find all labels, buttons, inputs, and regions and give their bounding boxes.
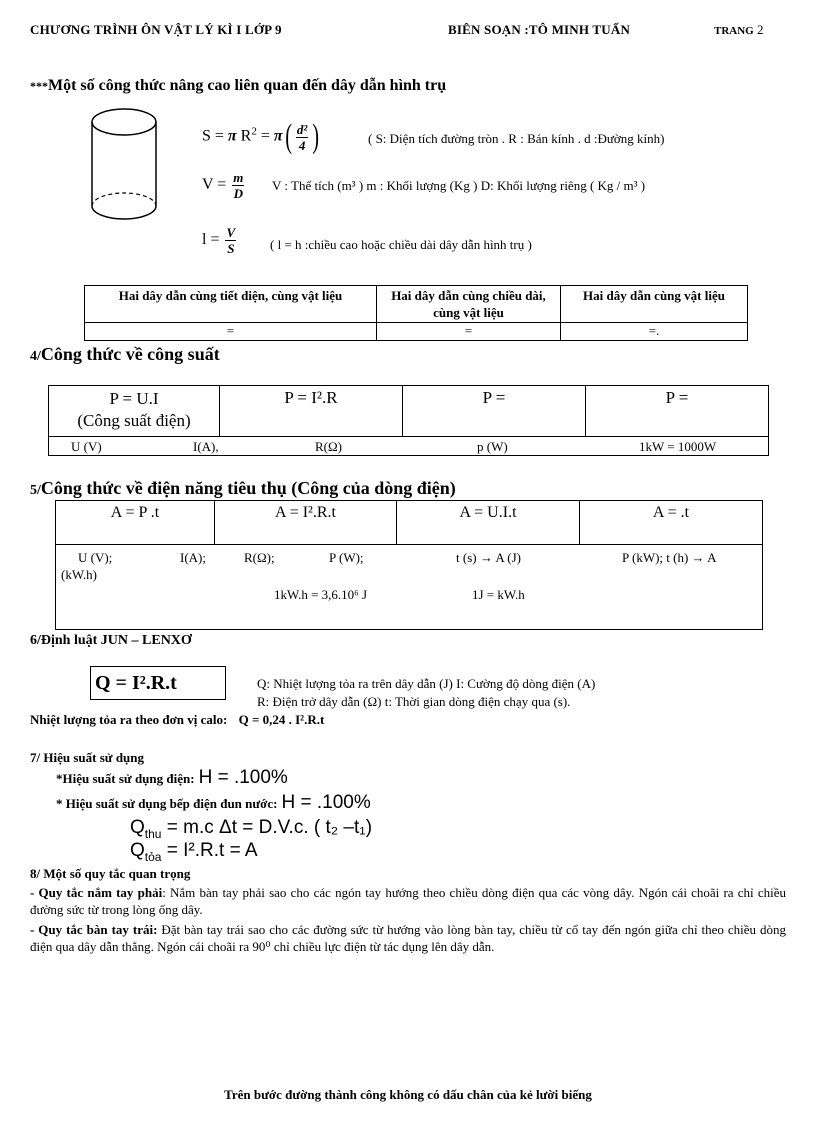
- length-fraction-den: S: [227, 241, 235, 256]
- efficiency-line-2: [56, 792, 371, 814]
- power-unit: U (V): [71, 439, 102, 454]
- calorie-formula: Q = 0,24 . I².R.t: [238, 712, 325, 727]
- area-formula-prefix: S =: [202, 127, 224, 145]
- energy-cell-3: A = U.I.t: [397, 501, 580, 545]
- efficiency-label-1: *Hiệu suất sử dụng điện:: [56, 771, 195, 786]
- length-formula: [202, 225, 238, 256]
- efficiency-formula-2: H = .100%: [281, 792, 371, 813]
- pi-symbol-2: π: [273, 127, 283, 145]
- energy-unit: P (W);: [329, 550, 364, 565]
- power-cell-3: P =: [403, 386, 586, 437]
- wire-table-cell: =: [85, 323, 377, 341]
- area-formula-sup: 2: [251, 125, 257, 138]
- wire-table-cell: =: [377, 323, 561, 341]
- heat-released-formula: [130, 840, 258, 864]
- volume-fraction: [232, 170, 244, 201]
- area-formula-eq: =: [260, 127, 270, 145]
- left-hand-rule-label: - Quy tắc bàn tay trái:: [30, 922, 158, 937]
- length-fraction-num: V: [226, 225, 236, 240]
- energy-unit: P (kW); t (h) → A: [622, 550, 717, 565]
- footer-quote: Trên bước đường thành công không có dấu chân của kẻ lười biếng: [224, 1087, 592, 1102]
- wire-comparison-table: [84, 285, 748, 341]
- wire-table-cell: =.: [561, 323, 748, 341]
- power-heading: [30, 344, 220, 365]
- energy-unit-wrap: (kW.h): [61, 567, 97, 582]
- energy-cell-2: A = I².R.t: [215, 501, 397, 545]
- header-title: CHƯƠNG TRÌNH ÔN VẬT LÝ KÌ I LỚP 9: [30, 22, 282, 37]
- efficiency-line-1: [56, 767, 288, 789]
- heat-received-formula: [130, 817, 372, 841]
- heat-received-sub: thu: [144, 826, 162, 841]
- power-unit: p (W): [477, 439, 508, 454]
- energy-units-row: [56, 545, 763, 630]
- energy-heading: [30, 478, 456, 499]
- right-hand-rule-label: - Quy tắc nắm tay phải: [30, 885, 163, 900]
- efficiency-label-2: * Hiệu suất sử dụng bếp điện đun nước:: [56, 796, 278, 811]
- energy-unit: U (V);: [78, 550, 113, 565]
- joule-description-2: R: Điện trở dây dẫn (Ω) t: Thời gian dòng điện chạy qua (s).: [257, 694, 571, 709]
- power-cell-4: P =: [586, 386, 769, 437]
- efficiency-formula-1: H = .100%: [198, 767, 288, 788]
- volume-formula: [202, 170, 246, 201]
- joule-heading: 6/Định luật JUN – LENXƠ: [30, 633, 192, 648]
- right-hand-rule: [30, 884, 786, 918]
- energy-cell-4: A = .t: [580, 501, 763, 545]
- heat-received-rest: = m.c Δt = D.V.c. ( t₂ –t₁): [166, 817, 373, 838]
- power-cell-sub: (Công suất điện): [77, 411, 191, 430]
- power-table: [48, 385, 769, 456]
- power-unit: 1kW = 1000W: [639, 439, 717, 454]
- energy-unit: I(A);: [180, 550, 206, 565]
- joule-formula-box: Q = I².R.t: [90, 666, 226, 700]
- power-number: 4/: [30, 349, 41, 364]
- energy-conversion-2: 1J = kW.h: [472, 587, 525, 602]
- rules-title: 8/ Một số quy tắc quan trọng: [30, 866, 191, 881]
- power-unit: I(A),: [193, 439, 219, 454]
- length-formula-note: ( l = h :chiều cao hoặc chiều dài dây dẫn hình trụ ): [270, 237, 532, 252]
- advanced-stars: ***: [30, 79, 48, 93]
- volume-fraction-num: m: [233, 170, 244, 185]
- advanced-title: Một số công thức nâng cao liên quan đến dây dẫn hình trụ: [48, 77, 447, 94]
- length-formula-prefix: l =: [202, 231, 220, 249]
- heat-received-q: Q: [130, 817, 145, 838]
- area-formula-note: ( S: Diện tích đường tròn . R : Bán kính . d :Đường kính): [368, 131, 665, 146]
- area-formula-r: R: [240, 127, 252, 145]
- energy-title: Công thức về điện năng tiêu thụ (Công của dòng điện): [40, 478, 456, 498]
- power-unit: R(Ω): [315, 439, 342, 454]
- volume-formula-prefix: V =: [202, 176, 227, 194]
- volume-formula-note: V : Thể tích (m³ ) m : Khối lượng (Kg ) D: Khối lượng riêng ( Kg / m³ ): [272, 178, 646, 193]
- volume-fraction-den: D: [233, 186, 244, 201]
- energy-table: [55, 500, 763, 630]
- right-hand-rule-text: : Nắm bàn tay phải sao cho các ngón tay hướng theo chiều dòng điện qua các vòng dây. Ngón cái choãi ra chỉ chiều đường sức từ trong lòng ống dây.: [30, 885, 786, 917]
- pi-symbol: π: [227, 127, 237, 145]
- area-fraction-num: d²: [296, 121, 308, 137]
- heat-released-rest: = I².R.t = A: [166, 840, 258, 861]
- area-fraction: [296, 122, 308, 153]
- power-cell-formula: P = U.I: [109, 389, 159, 408]
- left-hand-rule-text: Đặt bàn tay trái sao cho các đường sức từ hướng vào lòng bàn tay, chiều từ cổ tay đến ngón giữa chỉ theo chiều dòng điện qua dây dẫn thẳng. Ngón cái choãi ra 90⁰ chỉ chiều lực điện từ tác dụng lên dây dẫn.: [30, 922, 786, 954]
- wire-table-header: Hai dây dẫn cùng chiều dài, cùng vật liệu: [377, 286, 561, 323]
- header-author: BIÊN SOẠN :TÔ MINH TUẤN: [448, 22, 631, 37]
- efficiency-heading: 7/ Hiệu suất sử dụng: [30, 750, 145, 765]
- page-number: 2: [756, 22, 764, 37]
- wire-table-header: Hai dây dẫn cùng tiết diện, cùng vật liệu: [85, 286, 377, 323]
- page-indicator: [714, 22, 763, 38]
- power-title: Công thức về công suất: [40, 344, 220, 364]
- cylinder-illustration: [88, 106, 160, 224]
- energy-cell-1: A = P .t: [56, 501, 215, 545]
- heat-released-sub: tỏa: [144, 849, 162, 864]
- wire-table-header: Hai dây dẫn cùng vật liệu: [561, 286, 748, 323]
- length-fraction: [225, 225, 236, 256]
- left-hand-rule: [30, 921, 786, 955]
- advanced-heading: [30, 77, 446, 95]
- heat-released-q: Q: [130, 840, 145, 861]
- energy-unit: t (s) → A (J): [456, 550, 521, 565]
- area-fraction-den: 4: [298, 137, 306, 153]
- energy-number: 5/: [30, 483, 41, 498]
- power-cell-2: P = I².R: [220, 386, 403, 437]
- energy-conversion-1: 1kW.h = 3,6.10⁶ J: [274, 587, 367, 602]
- power-cell-1: [49, 386, 220, 437]
- power-units-row: [49, 437, 769, 456]
- calorie-label: Nhiệt lượng tỏa ra theo đơn vị calo:: [30, 712, 228, 727]
- calorie-line: [30, 712, 324, 728]
- energy-unit: R(Ω);: [244, 550, 275, 565]
- page-label: TRANG: [714, 25, 754, 37]
- joule-description-1: Q: Nhiệt lượng tỏa ra trên dây dẫn (J) I: Cường độ dòng điện (A): [257, 676, 596, 691]
- area-formula: S = π $R^2 = \pi$( $\frac{\text{d²}}{4}$ ): [202, 118, 320, 155]
